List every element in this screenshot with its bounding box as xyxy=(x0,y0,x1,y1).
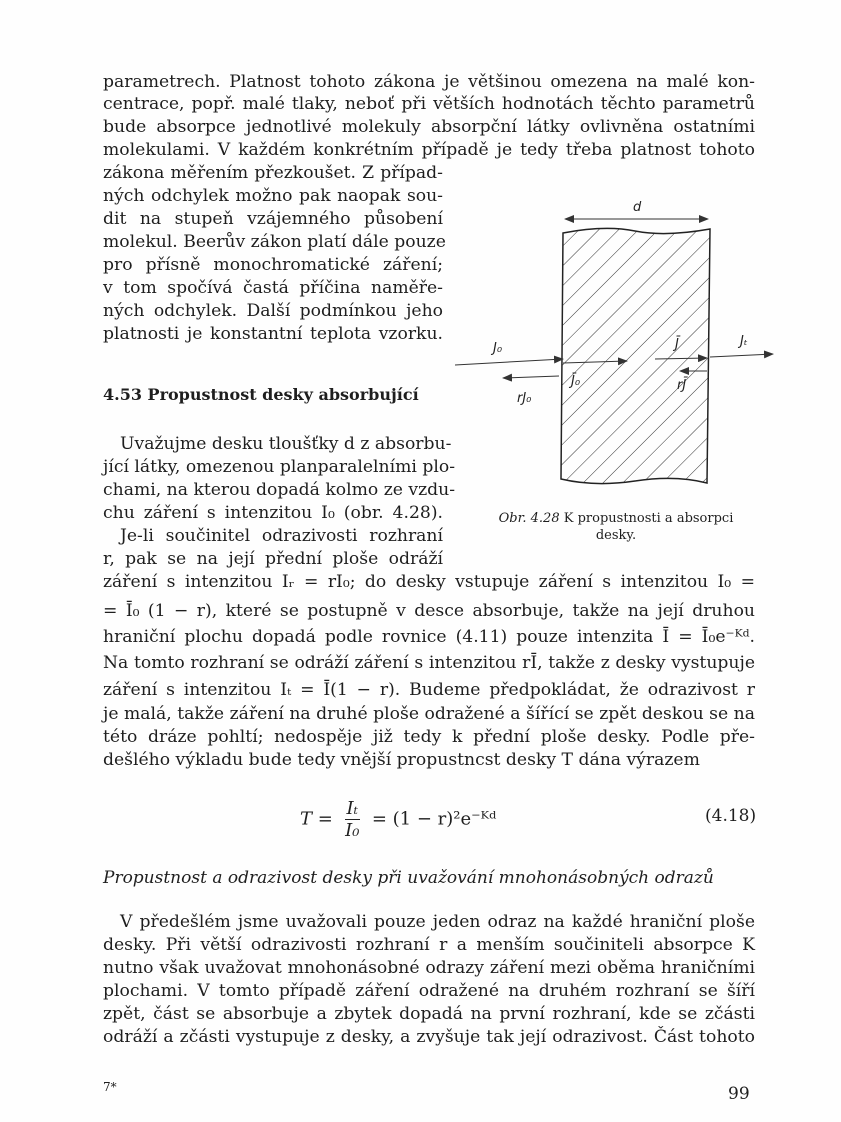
text-line: molekulami. V každém konkrétním případě je tedy třeba platnost tohoto xyxy=(103,140,755,160)
text-line: = Ī₀ (1 − r), které se postupně v desce absorbuje, takže na její druhou xyxy=(103,601,755,621)
equation-lhs: T = xyxy=(300,808,333,830)
text-line: pro přísně monochromatické záření; xyxy=(103,255,443,275)
text-line: ných odchylek možno pak naopak sou- xyxy=(103,186,443,206)
equation xyxy=(300,798,496,841)
text-line: je malá, takže záření na druhé ploše odražené a šířící se zpět deskou se na xyxy=(103,704,755,724)
plate-diagram xyxy=(455,195,775,495)
figure-caption xyxy=(466,510,766,544)
text-line: dešlého výkladu bude tedy vnější propustncst desky T dána výrazem xyxy=(103,750,700,770)
text-line: platnosti je konstantní teplota vzorku. xyxy=(103,324,443,344)
text-line: Na tomto rozhraní se odráží záření s intenzitou rĪ, takže z desky vystupuje xyxy=(103,653,755,673)
caption-text: K propustnosti a absorpci xyxy=(563,511,734,526)
caption-text-2: desky. xyxy=(595,528,637,543)
text-line: molekul. Beerův zákon platí dále pouze xyxy=(103,232,446,252)
text-line: hraniční plochu dopadá podle rovnice (4.11) pouze intenzita Ī = Ī₀e⁻ᴷᵈ. xyxy=(103,627,755,647)
label-transmitted: Jₜ xyxy=(740,334,748,349)
equation-number: (4.18) xyxy=(705,806,757,826)
signature-mark: 7* xyxy=(103,1080,117,1094)
text-line: parametrech. Platnost tohoto zákona je většinou omezena na malé kon- xyxy=(103,72,755,92)
text-line: ných odchylek. Další podmínkou jeho xyxy=(103,301,443,321)
equation-rhs: = (1 − r)²e⁻ᴷᵈ xyxy=(371,808,497,830)
text-line: této dráze pohltí; nedospěje již tedy k přední ploše desky. Podle pře- xyxy=(103,727,755,747)
text-line: nutno však uvažovat mnohonásobné odrazy záření mezi oběma hraničními xyxy=(103,958,755,978)
text-line: odráží a zčásti vystupuje z desky, a zvyšuje tak její odrazivost. Část tohoto xyxy=(103,1027,755,1047)
caption-prefix: Obr. 4.28 xyxy=(498,511,560,526)
subheading: Propustnost a odrazivost desky při uvažování mnohonásobných odrazů xyxy=(103,868,714,888)
text-line: bude absorpce jednotlivé molekuly absorpční látky ovlivněna ostatními xyxy=(103,117,755,137)
text-line: chami, na kterou dopadá kolmo ze vzdu- xyxy=(103,480,456,500)
text-line: záření s intenzitou Iₜ = Ī(1 − r). Budeme předpokládat, že odrazivost r xyxy=(103,680,755,700)
text-line: desky. Při větší odrazivosti rozhraní r a menším součiniteli absorpce K xyxy=(103,935,755,955)
equation-fraction xyxy=(345,798,361,841)
label-reflected-back: rJ̄ xyxy=(677,378,687,393)
text-line: v tom spočívá častá příčina naměře- xyxy=(103,278,443,298)
equation-denominator: I₀ xyxy=(345,820,360,841)
text-line: centrace, popř. malé tlaky, neboť při větších hodnotách těchto parametrů xyxy=(103,94,755,114)
label-incident: J₀ xyxy=(493,341,503,356)
text-line: r, pak se na její přední ploše odráží xyxy=(103,549,443,569)
page-number: 99 xyxy=(728,1084,750,1104)
text-line: V předešlém jsme uvažovali pouze jeden odraz na každé hraniční ploše xyxy=(120,912,755,932)
section-heading: 4.53 Propustnost desky absorbující xyxy=(103,385,419,404)
text-line: dit na stupeň vzájemného působení xyxy=(103,209,443,229)
text-line: Uvažujme desku tloušťky d z absorbu- xyxy=(120,434,452,454)
equation-numerator: Iₜ xyxy=(346,798,359,819)
label-thickness: d xyxy=(633,200,642,215)
text-line: plochami. V tomto případě záření odražené na druhém rozhraní se šíří xyxy=(103,981,755,1001)
text-line: jící látky, omezenou planparalelními plo- xyxy=(103,457,455,477)
label-inside-front: J̄₀ xyxy=(571,374,581,389)
label-inside-back: J̄ xyxy=(675,337,679,352)
figure-plate-diagram xyxy=(455,195,775,495)
text-line: zpět, část se absorbuje a zbytek dopadá na první rozhraní, kde se zčásti xyxy=(103,1004,755,1024)
text-line: záření s intenzitou Iᵣ = rI₀; do desky vstupuje záření s intenzitou I₀ = xyxy=(103,572,755,592)
label-reflected-front: rJ₀ xyxy=(517,391,532,406)
text-line: Je-li součinitel odrazivosti rozhraní xyxy=(120,526,443,546)
text-line: chu záření s intenzitou I₀ (obr. 4.28). xyxy=(103,503,443,523)
text-line: zákona měřením přezkoušet. Z případ- xyxy=(103,163,443,183)
